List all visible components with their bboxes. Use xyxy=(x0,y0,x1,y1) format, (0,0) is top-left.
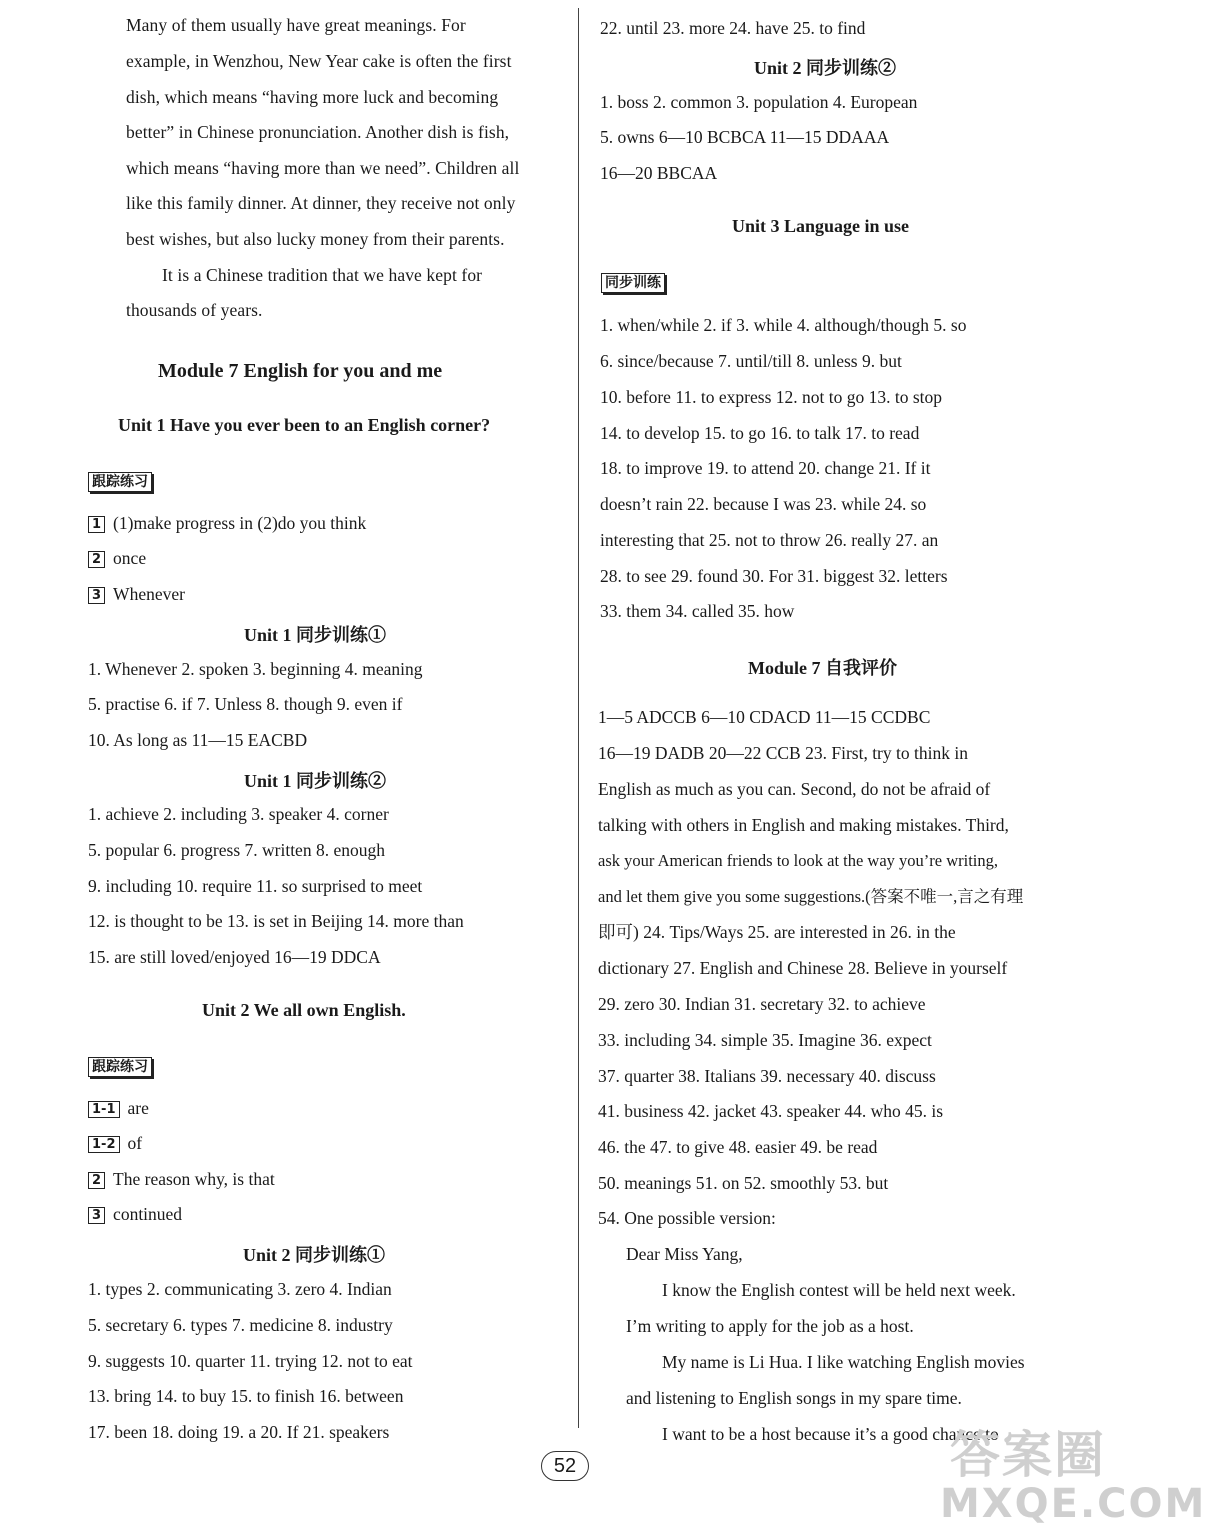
track-item xyxy=(88,1203,182,1225)
item-number-box: 1 xyxy=(88,516,105,533)
answer-line: 46. the 47. to give 48. easier 49. be read xyxy=(598,1137,878,1157)
answer-line: 22. until 23. more 24. have 25. to find xyxy=(600,18,866,38)
track-answer: Whenever xyxy=(113,584,185,604)
answer-line: 1. boss 2. common 3. population 4. European xyxy=(600,92,918,112)
item-number-box: 1-2 xyxy=(88,1136,120,1153)
watermark-text: 答案圈 xyxy=(950,1426,1106,1484)
watermark-logo xyxy=(930,1415,1206,1535)
answer-line: 29. zero 30. Indian 31. secretary 32. to achieve xyxy=(598,994,926,1014)
page-number xyxy=(520,1450,610,1482)
unit2-sync2-title: Unit 2 同步训练② xyxy=(754,58,897,78)
answer-line: 33. them 34. called 35. how xyxy=(600,601,795,621)
answer-line: 5. owns 6—10 BCBCA 11—15 DDAAA xyxy=(600,127,890,147)
module-title: Module 7 English for you and me xyxy=(158,360,443,382)
answer-line: 15. are still loved/enjoyed 16—19 DDCA xyxy=(88,947,381,967)
answer-line: 14. to develop 15. to go 16. to talk 17. to read xyxy=(600,423,920,443)
unit1-sync1-title: Unit 1 同步训练① xyxy=(244,625,387,645)
sync-practice-label: 同步训练 xyxy=(601,273,665,293)
answer-line: 5. practise 6. if 7. Unless 8. though 9. even if xyxy=(88,694,403,714)
answer-line: dictionary 27. English and Chinese 28. Believe in yourself xyxy=(598,958,1008,978)
letter-line: Dear Miss Yang, xyxy=(626,1244,743,1264)
track-answer: The reason why, is that xyxy=(113,1169,275,1189)
item-number-box: 2 xyxy=(88,1172,105,1189)
answer-line: 6. since/because 7. until/till 8. unless 9. but xyxy=(600,351,902,371)
answer-line: 16—19 DADB 20—22 CCB 23. First, try to think in xyxy=(598,743,968,763)
track-answer: are xyxy=(127,1098,149,1118)
letter-line: I’m writing to apply for the job as a host. xyxy=(626,1316,914,1336)
item-number-box: 3 xyxy=(88,587,105,604)
answer-line: 28. to see 29. found 30. For 31. biggest 32. letters xyxy=(600,566,948,586)
track-answer: once xyxy=(113,548,147,568)
track-item xyxy=(88,583,185,605)
answer-line: 1. types 2. communicating 3. zero 4. Indian xyxy=(88,1279,392,1299)
answer-line: 1. achieve 2. including 3. speaker 4. corner xyxy=(88,804,389,824)
letter-line: and listening to English songs in my spare time. xyxy=(626,1388,962,1408)
answer-line: English as much as you can. Second, do not be afraid of xyxy=(598,779,991,799)
intro-line: like this family dinner. At dinner, they receive not only xyxy=(126,193,516,213)
unit1-title: Unit 1 Have you ever been to an English corner? xyxy=(118,415,491,435)
item-number-box: 3 xyxy=(88,1207,105,1224)
answer-line: 10. As long as 11—15 EACBD xyxy=(88,730,308,750)
module7-eval-title: Module 7 自我评价 xyxy=(748,658,898,678)
track-item xyxy=(88,547,146,569)
track-answer: of xyxy=(127,1133,143,1153)
answer-line: 5. popular 6. progress 7. written 8. enough xyxy=(88,840,385,860)
column-divider xyxy=(578,8,579,1428)
answer-line: 12. is thought to be 13. is set in Beijing 14. more than xyxy=(88,911,464,931)
intro-line: thousands of years. xyxy=(126,300,263,320)
answer-line: 即可) 24. Tips/Ways 25. are interested in 26. in the xyxy=(598,922,956,942)
track-item xyxy=(88,512,366,534)
answer-line: 16—20 BBCAA xyxy=(600,163,718,183)
unit3-title: Unit 3 Language in use xyxy=(732,216,910,236)
answer-line: and let them give you some suggestions.(答案不唯一,言之有理 xyxy=(598,887,1024,906)
track-practice-label: 跟踪练习 xyxy=(88,472,152,492)
watermark-url: MXQE.COM xyxy=(940,1481,1206,1527)
answer-line: 5. secretary 6. types 7. medicine 8. industry xyxy=(88,1315,393,1335)
answer-line: 1. when/while 2. if 3. while 4. although/though 5. so xyxy=(600,315,967,335)
answer-line: 54. One possible version: xyxy=(598,1208,776,1228)
letter-line: I know the English contest will be held next week. xyxy=(662,1280,1016,1300)
intro-line: which means “having more than we need”. Children all xyxy=(126,158,520,178)
answer-line: ask your American friends to look at the way you’re writing, xyxy=(598,851,999,870)
answer-line: 10. before 11. to express 12. not to go 13. to stop xyxy=(600,387,943,407)
intro-line: Many of them usually have great meanings. For xyxy=(126,15,466,35)
unit2-sync1-title: Unit 2 同步训练① xyxy=(243,1245,386,1265)
intro-line: It is a Chinese tradition that we have kept for xyxy=(162,265,483,285)
answer-line: talking with others in English and making mistakes. Third, xyxy=(598,815,1009,835)
answer-line: interesting that 25. not to throw 26. really 27. an xyxy=(600,530,939,550)
track-item xyxy=(88,1132,142,1154)
track-item xyxy=(88,1168,275,1190)
page-number-label: 52 xyxy=(541,1451,589,1481)
track-item xyxy=(88,1097,149,1119)
item-number-box: 1-1 xyxy=(88,1101,120,1118)
answer-line: 13. bring 14. to buy 15. to finish 16. between xyxy=(88,1386,404,1406)
intro-line: better” in Chinese pronunciation. Another dish is fish, xyxy=(126,122,510,142)
answer-line: 9. suggests 10. quarter 11. trying 12. not to eat xyxy=(88,1351,413,1371)
track-answer: continued xyxy=(113,1204,183,1224)
unit1-sync2-title: Unit 1 同步训练② xyxy=(244,771,387,791)
answer-line: 33. including 34. simple 35. Imagine 36. expect xyxy=(598,1030,932,1050)
answer-line: 18. to improve 19. to attend 20. change 21. If it xyxy=(600,458,931,478)
answer-line: 41. business 42. jacket 43. speaker 44. who 45. is xyxy=(598,1101,944,1121)
answer-line: 17. been 18. doing 19. a 20. If 21. speakers xyxy=(88,1422,390,1442)
intro-line: best wishes, but also lucky money from their parents. xyxy=(126,229,505,249)
answer-line: doesn’t rain 22. because I was 23. while 24. so xyxy=(600,494,927,514)
answer-line: 1. Whenever 2. spoken 3. beginning 4. meaning xyxy=(88,659,423,679)
letter-line: I want to be a host because it’s a good chance to xyxy=(662,1424,999,1444)
answer-line: 50. meanings 51. on 52. smoothly 53. but xyxy=(598,1173,889,1193)
track-answer: (1)make progress in (2)do you think xyxy=(113,513,367,533)
letter-line: My name is Li Hua. I like watching English movies xyxy=(662,1352,1025,1372)
intro-line: example, in Wenzhou, New Year cake is often the first xyxy=(126,51,512,71)
answer-line: 1—5 ADCCB 6—10 CDACD 11—15 CCDBC xyxy=(598,707,931,727)
answer-line: 37. quarter 38. Italians 39. necessary 40. discuss xyxy=(598,1066,936,1086)
track-practice-label: 跟踪练习 xyxy=(88,1057,152,1077)
unit2-title: Unit 2 We all own English. xyxy=(202,1000,406,1020)
item-number-box: 2 xyxy=(88,551,105,568)
intro-line: dish, which means “having more luck and becoming xyxy=(126,87,499,107)
answer-line: 9. including 10. require 11. so surprised to meet xyxy=(88,876,423,896)
